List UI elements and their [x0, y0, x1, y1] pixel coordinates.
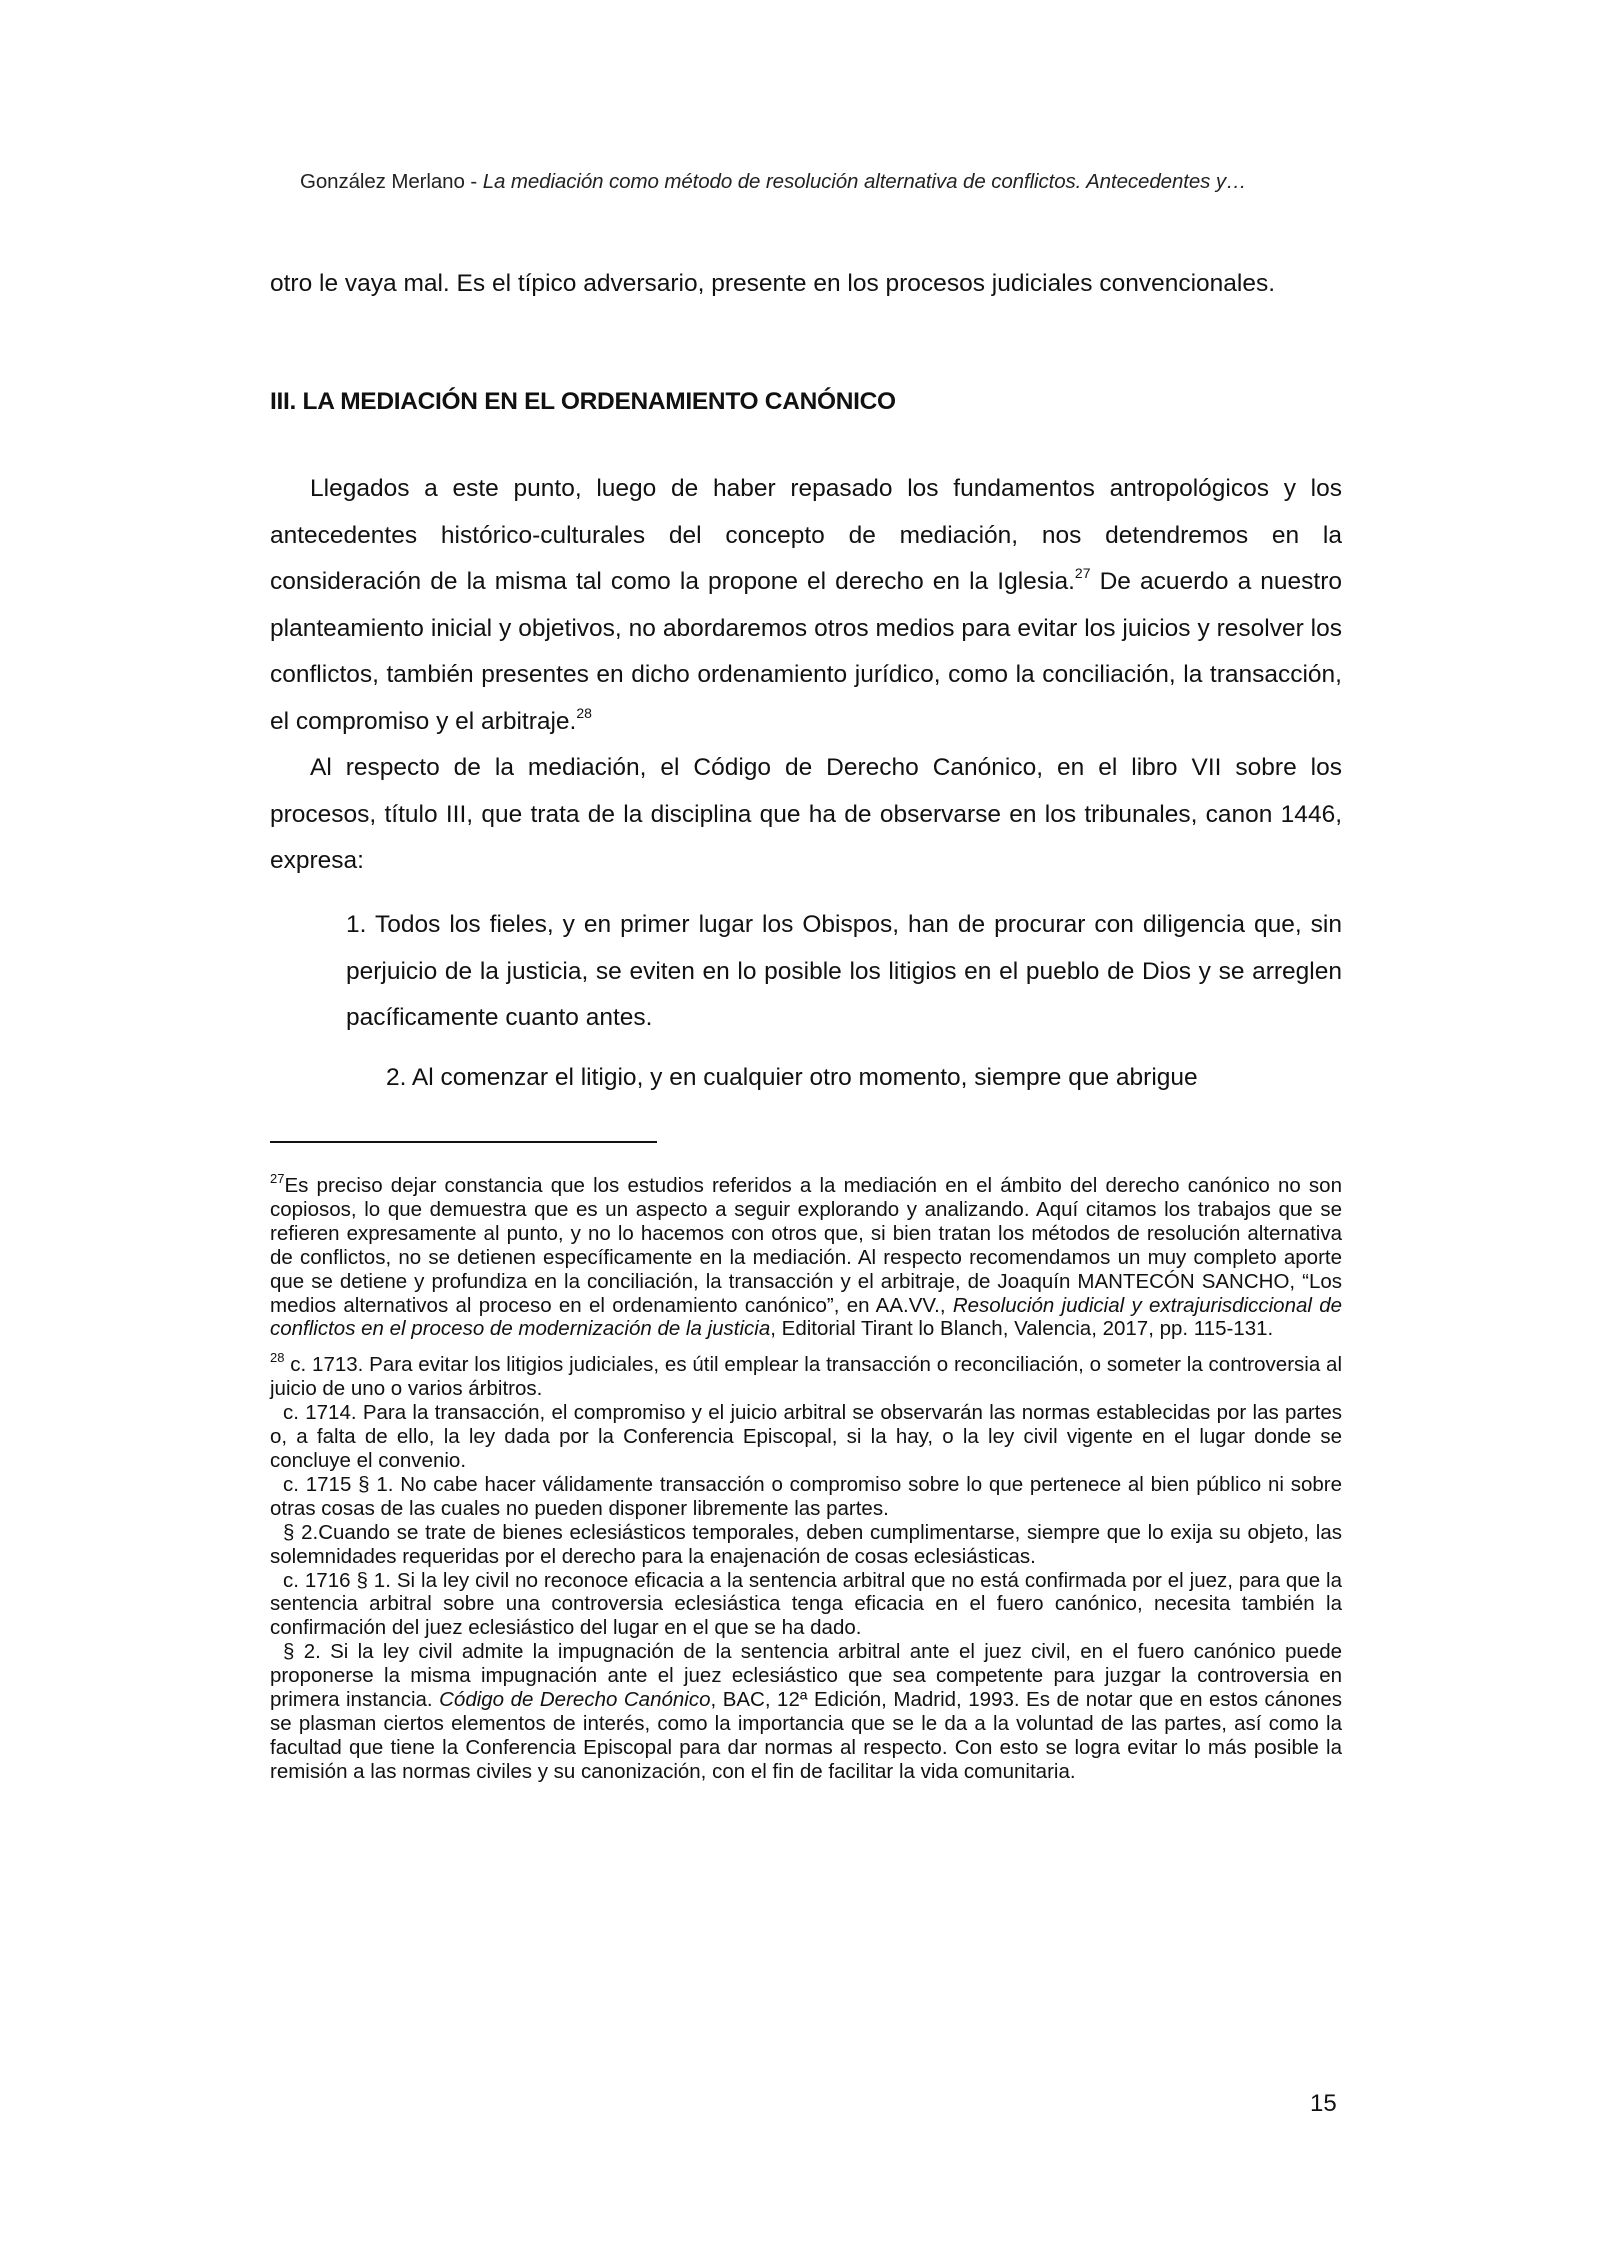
paragraph-text: otro le vaya mal. Es el típico adversario, presente en los procesos judiciales convencionales. [270, 270, 1276, 297]
footnote-number-28: 28 [270, 1350, 285, 1366]
footnotes [270, 1171, 1343, 1784]
header-author: González Merlano - [300, 170, 483, 193]
header-title: La mediación como método de resolución alternativa de conflictos. Antecedentes y… [482, 170, 1247, 193]
footnote-27-text-b: , Editorial Tirant lo Blanch, Valencia, 2017, pp. 115-131. [770, 1317, 1274, 1341]
continuation-paragraph [270, 261, 1342, 308]
paragraph-1-text-a: Llegados a este punto, luego de haber repasado los fundamentos antropológicos y los antecedentes histórico-culturales del concepto de mediación, nos detendremos en la consideración de la misma tal como la propone el derecho en la Iglesia. [270, 475, 1342, 595]
quote-item-2-text: 2. Al comenzar el litigio, y en cualquier otro momento, siempre que abrigue [386, 1064, 1198, 1091]
code-title: Código de Derecho Canónico [439, 1688, 711, 1712]
footnote-separator [270, 1141, 657, 1143]
quote-item-1-text: 1. Todos los fieles, y en primer lugar los Obispos, han de procurar con diligencia que, sin perjuicio de la justicia, se eviten en lo posible los litigios en el pueblo de Dios y se arreglen pacíficamente cuanto antes. [346, 911, 1342, 1031]
page-number: 15 [1310, 2090, 1337, 2117]
canon-1716-2-text-a: § 2. Si la ley civil admite la impugnación de la sentencia arbitral ante el juez civil, en el fuero canónico puede proponerse la misma impugnación ante el juez eclesiástico que sea competente para juzgar la controversia en primera instancia. [270, 1640, 1342, 1712]
paragraph-1 [270, 466, 1342, 745]
footnote-27-text-a: Es preciso dejar constancia que los estudios referidos a la mediación en el ámbito del derecho canónico no son copiosos, lo que demuestra que es un aspecto a seguir explorando y analizando. Aquí citamos los trabajos que se refieren expresamente al punto, y no lo hacemos con otros que, si bien tratan los métodos de resolución alternativa de conflictos, no se detienen específicamente en la mediación. Al respecto recomendamos un muy completo aporte que se detiene y profundiza en la conciliación, la transacción y el arbitraje, de Joaquín MANTECÓN SANCHO, “Los medios alternativos al proceso en el ordenamiento canónico”, en AA.VV., [270, 1174, 1342, 1317]
canon-1716-2-text-b: , BAC, 12ª Edición, Madrid, 1993. Es de notar que en estos cánones se plasman ciertos elementos de interés, como la importancia que se le da a la voluntad de las partes, así como la facultad que tiene la Conferencia Episcopal para dar normas al respecto. Con esto se logra evitar lo más posible la remisión a las normas civiles y su canonización, con el fin de facilitar la vida comunitaria. [270, 1688, 1343, 1783]
paragraph-2: Al respecto de la mediación, el Código de Derecho Canónico, en el libro VII sobre los procesos, título III, que trata de la disciplina que ha de observarse en los tribunales, canon 1446, expresa: [270, 754, 1342, 874]
canon-1713-text: c. 1713. Para evitar los litigios judiciales, es útil emplear la transacción o reconciliación, o someter la controversia al juicio de uno o varios árbitros. [270, 1353, 1342, 1401]
footnote-28-c1716-1: c. 1716 § 1. Si la ley civil no reconoce eficacia a la sentencia arbitral que no está confirmada por el juez, para que la sentencia arbitral sobre una controversia eclesiástica tenga eficacia en el fuero canónico, necesita también la confirmación del juez eclesiástico del lugar en el que se ha dado. [270, 1568, 1342, 1640]
footnote-27-book-title: Resolución judicial y extrajurisdiccional de conflictos en el proceso de modernización de la justicia [270, 1293, 1342, 1341]
footnote-ref-27[interactable]: 27 [1074, 565, 1091, 581]
footnote-28 [270, 1350, 1343, 1783]
quote-text [346, 902, 1342, 1042]
section-heading: III. LA MEDIACIÓN EN EL ORDENAMIENTO CANÓNICO [270, 388, 896, 415]
canon-quote-item-1 [346, 902, 1342, 1042]
footnote-28-c1716-2 [270, 1640, 1342, 1783]
footnote-28-c1715-1: c. 1715 § 1. No cabe hacer válidamente transacción o compromiso sobre lo que pertenece al bien público ni sobre otras cosas de las cuales no pueden disponer libremente las partes. [270, 1472, 1342, 1520]
footnote-28-c1713 [270, 1350, 1342, 1401]
main-paragraphs [270, 466, 1342, 885]
paragraph-1-text-b: De acuerdo a nuestro planteamiento inicial y objetivos, no abordaremos otros medios para evitar los juicios y resolver los conflictos, también presentes en dicho ordenamiento jurídico, como la conciliación, la transacción, el compromiso y el arbitraje. [270, 568, 1342, 735]
footnote-28-c1715-2: § 2.Cuando se trate de bienes eclesiásticos temporales, deben cumplimentarse, siempre que lo exija su objeto, las solemnidades requeridas por el derecho para la enajenación de cosas eclesiásticas. [270, 1520, 1342, 1568]
running-header [300, 170, 1340, 194]
footnote-number-27: 27 [270, 1171, 285, 1186]
footnote-ref-28[interactable]: 28 [576, 704, 592, 721]
canon-quote-item-2 [346, 1055, 1342, 1102]
footnote-28-c1714: c. 1714. Para la transacción, el compromiso y el juicio arbitral se observarán las normas establecidas por las partes o, a falta de ello, la ley dada por la Conferencia Episcopal, si la hay, o la ley civil vigente en el lugar donde se concluye el convenio. [270, 1401, 1342, 1472]
footnote-27 [270, 1171, 1342, 1341]
